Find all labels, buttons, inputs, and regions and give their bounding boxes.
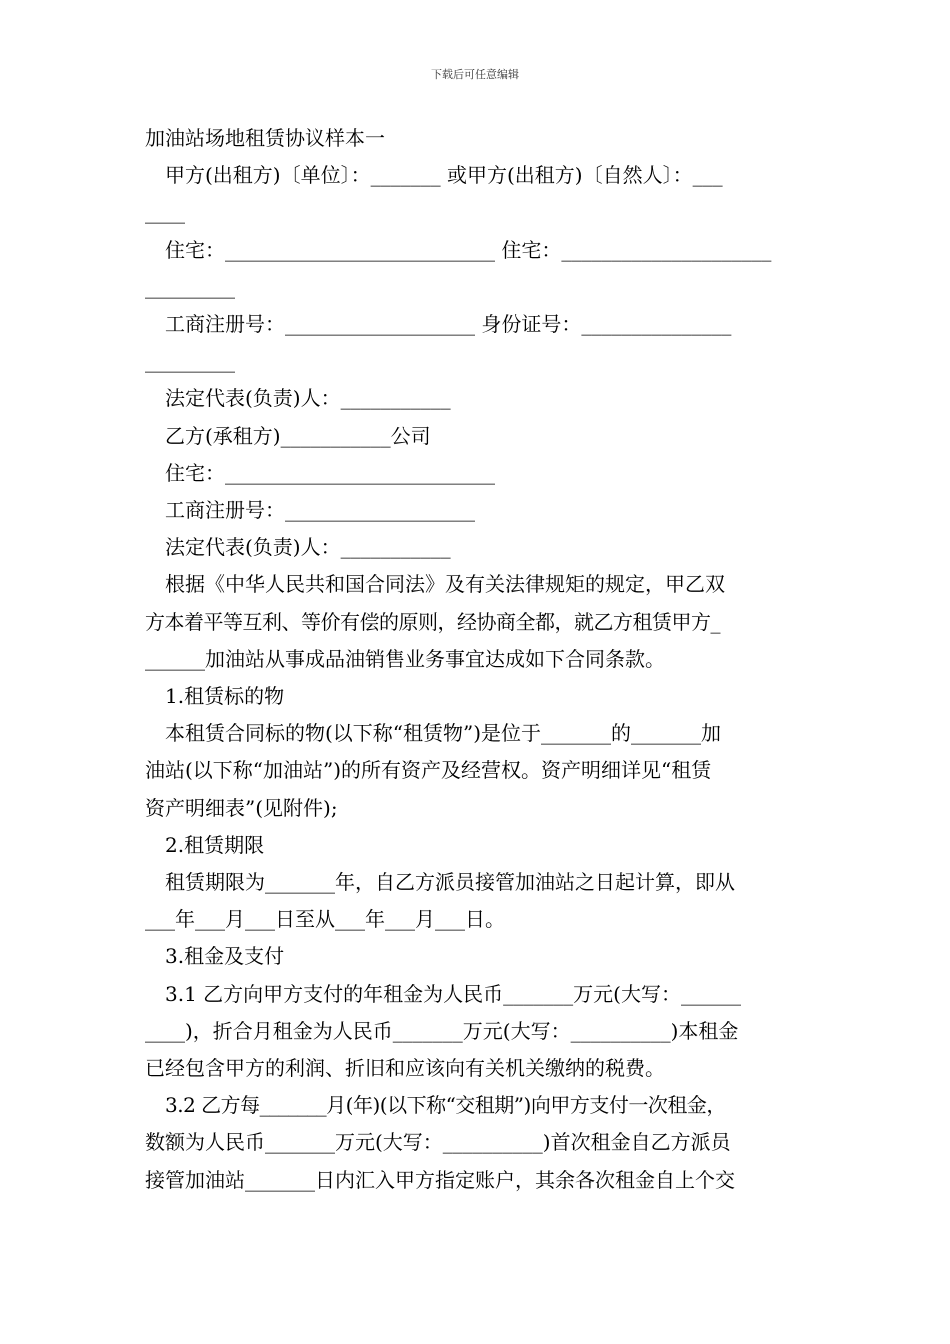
clause-paragraph-line: 接管加油站_______日内汇入甲方指定账户，其余各次租金自上个交	[145, 1167, 735, 1192]
residence-line-continued: _________	[145, 274, 235, 299]
preamble-paragraph-line: ______加油站从事成品油销售业务事宜达成如下合同条款。	[145, 646, 665, 671]
party-b-representative-line: 法定代表(负责)人：___________	[165, 535, 451, 560]
party-a-line: 甲方(出租方)〔单位〕：_______ 或甲方(出租方)〔自然人〕：___	[165, 163, 723, 188]
section-paragraph: 租赁期限为_______年，自乙方派员接管加油站之日起计算，即从	[165, 870, 735, 895]
preamble-paragraph: 根据《中华人民共和国合同法》及有关法律规矩的规定，甲乙双	[165, 572, 725, 597]
party-b-residence-line: 住宅：___________________________	[165, 460, 495, 485]
party-b-registration-line: 工商注册号：___________________	[165, 498, 475, 523]
section-paragraph-line: ___年___月___日至从___年___月___日。	[145, 907, 505, 932]
registration-id-line: 工商注册号：___________________ 身份证号：_______________	[165, 312, 732, 337]
page-header: 下载后可任意编辑	[431, 68, 519, 81]
preamble-paragraph-line: 方本着平等互利、等价有偿的原则，经协商全都，就乙方租赁甲方_	[145, 609, 720, 634]
party-a-line-continued: ____	[145, 200, 185, 225]
document-body	[145, 120, 815, 1199]
section-paragraph-line: 资产明细表”(见附件);	[145, 795, 338, 820]
clause-paragraph-line: 数额为人民币_______万元(大写：__________)首次租金自乙方派员	[145, 1130, 731, 1155]
clause-paragraph: 3.1 乙方向甲方支付的年租金为人民币_______万元(大写：______	[165, 981, 741, 1006]
document-title: 加油站场地租赁协议样本一	[145, 126, 385, 150]
clause-paragraph: 3.2 乙方每_______月(年)(以下称“交租期”)向甲方支付一次租金，	[165, 1093, 726, 1118]
section-heading: 2.租赁期限	[165, 832, 265, 857]
registration-id-line-continued: _________	[145, 349, 235, 374]
residence-line: 住宅：___________________________ 住宅：_____________________	[165, 237, 772, 262]
clause-paragraph-line: ____)，折合月租金为人民币_______万元(大写：__________)本租金	[145, 1018, 739, 1043]
legal-representative-line: 法定代表(负责)人：___________	[165, 386, 451, 411]
section-paragraph-line: 油站(以下称“加油站”)的所有资产及经营权。资产明细详见“租赁	[145, 758, 712, 783]
clause-paragraph-line: 已经包含甲方的利润、折旧和应该向有关机关缴纳的税费。	[145, 1056, 665, 1081]
section-paragraph: 本租赁合同标的物(以下称“租赁物”)是位于_______的_______加	[165, 721, 722, 746]
section-heading: 3.租金及支付	[165, 944, 285, 969]
section-heading: 1.租赁标的物	[165, 684, 285, 709]
party-b-line: 乙方(承租方)___________公司	[165, 423, 431, 448]
